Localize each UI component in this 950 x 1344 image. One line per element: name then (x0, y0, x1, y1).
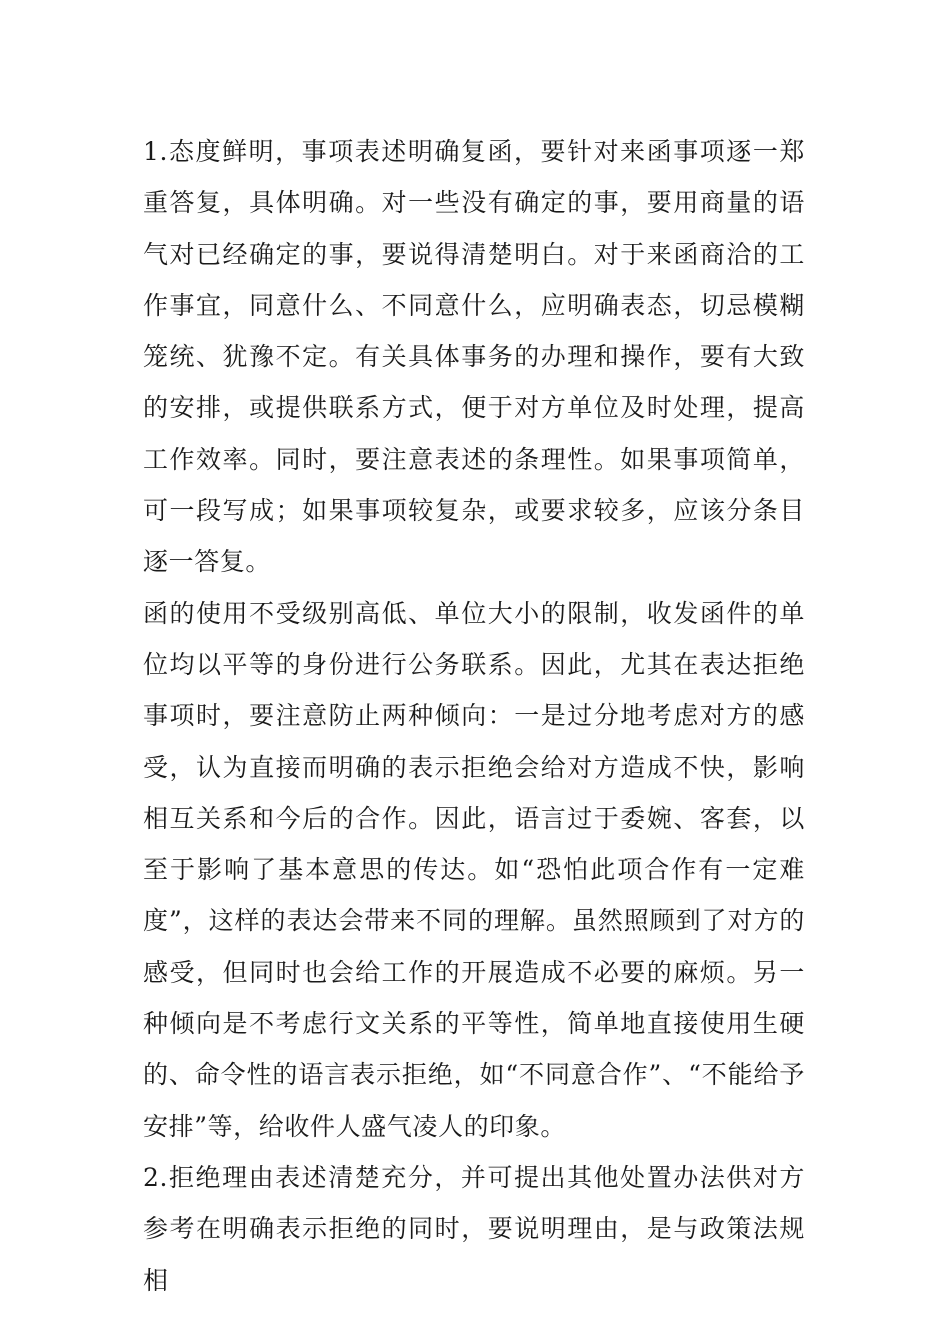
document-body (143, 126, 805, 1306)
paragraph-letter-equality: 函的使用不受级别高低、单位大小的限制，收发函件的单位均以平等的身份进行公务联系。因此，尤其在表达拒绝事项时，要注意防止两种倾向：一是过分地考虑对方的感受，认为直接而明确的表示拒绝会给对方造成不快，影响相互关系和今后的合作。因此，语言过于委婉、客套，以至于影响了基本意思的传达。如“恐怕此项合作有一定难度”，这样的表达会带来不同的理解。虽然照顾到了对方的感受，但同时也会给工作的开展造成不必要的麻烦。另一种倾向是不考虑行文关系的平等性，简单地直接使用生硬的、命令性的语言表示拒绝，如“不同意合作”、“不能给予安排”等，给收件人盛气凌人的印象。 (143, 598, 805, 1141)
paragraph-reply-principle: 1.态度鲜明，事项表述明确复函，要针对来函事项逐一郑重答复，具体明确。对一些没有确定的事，要用商量的语气对已经确定的事，要说得清楚明白。对于来函商洽的工作事宜，同意什么、不同意什么，应明确表态，切忌模糊笼统、犹豫不定。有关具体事务的办理和操作，要有大致的安排，或提供联系方式，便于对方单位及时处理，提高工作效率。同时，要注意表述的条理性。如果事项简单，可一段写成；如果事项较复杂，或要求较多，应该分条目逐一答复。 (143, 137, 805, 577)
paragraph-refusal-reasons: 2.拒绝理由表述清楚充分，并可提出其他处置办法供对方参考在明确表示拒绝的同时，要说明理由，是与政策法规相 (143, 1162, 805, 1295)
